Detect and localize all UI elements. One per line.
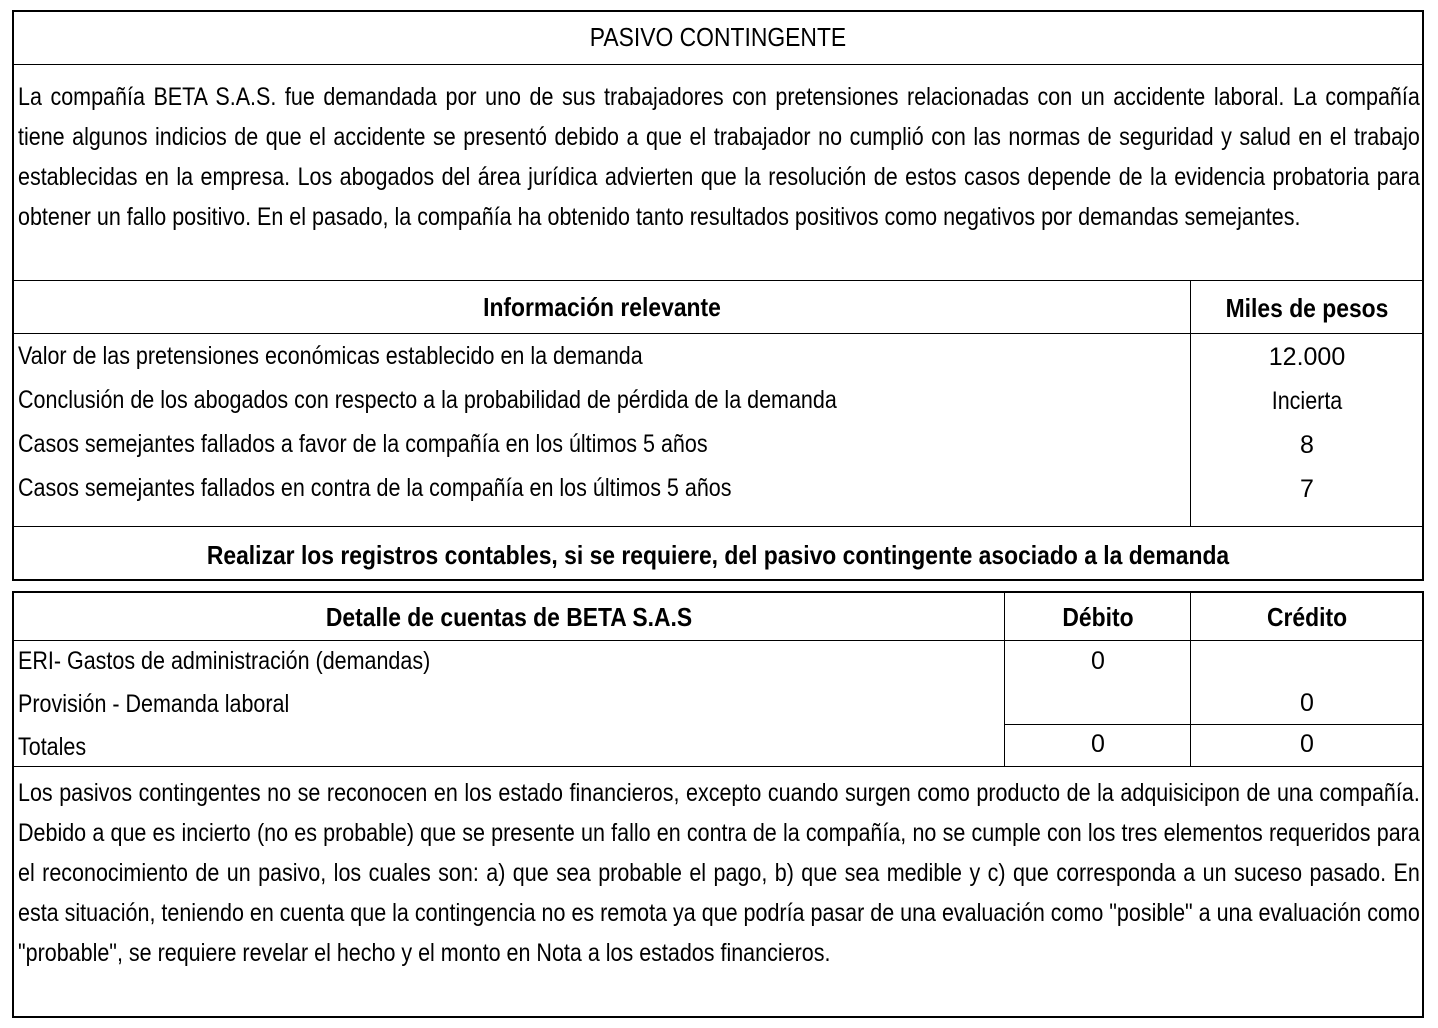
info-header-label: Información relevante bbox=[483, 292, 721, 322]
column-divider bbox=[1190, 592, 1191, 766]
accounts-header-debit: Débito bbox=[1062, 602, 1134, 632]
info-row-label: Conclusión de los abogados con respecto a la probabilidad de pérdida de la demanda bbox=[18, 386, 837, 414]
divider bbox=[12, 640, 1424, 641]
task-instruction: Realizar los registros contables, si se requiere, del pasivo contingente asociado a la demanda bbox=[206, 540, 1230, 570]
account-credit: 0 bbox=[1300, 689, 1314, 717]
divider bbox=[12, 333, 1424, 334]
account-detail: Provisión - Demanda laboral bbox=[18, 690, 290, 718]
account-debit: 0 bbox=[1091, 647, 1105, 675]
info-row-label: Casos semejantes fallados en contra de la compañía en los últimos 5 años bbox=[18, 474, 732, 502]
totals-divider bbox=[1004, 724, 1424, 725]
case-title: PASIVO CONTINGENTE bbox=[589, 22, 847, 52]
info-header-value: Miles de pesos bbox=[1225, 293, 1389, 323]
column-divider bbox=[1190, 281, 1191, 527]
account-debit: 0 bbox=[1091, 730, 1105, 758]
divider bbox=[12, 280, 1424, 281]
info-row-value: 8 bbox=[1300, 431, 1314, 459]
account-detail: ERI- Gastos de administración (demandas) bbox=[18, 647, 431, 675]
info-row-label: Valor de las pretensiones económicas establecido en la demanda bbox=[18, 342, 643, 370]
account-detail: Totales bbox=[18, 733, 87, 761]
case-description: La compañía BETA S.A.S. fue demandada por uno de sus trabajadores con pretensiones relacionadas con un accidente laboral. La compañía tiene algunos indicios de que el accidente se presentó debido a que el trabajador no cumplió con las normas de seguridad y salud en el trabajo establecidas en la empresa. Los abogados del área jurídica advierten que la resolución de estos casos depende de la evidencia probatoria para obtener un fallo positivo. En el pasado, la compañía ha obtenido tanto resultados positivos como negativos por demandas semejantes. bbox=[18, 83, 1420, 231]
divider bbox=[12, 766, 1424, 767]
accounting-note: Los pasivos contingentes no se reconocen en los estado financieros, excepto cuando surgen como producto de la adquisicipon de una compañía. Debido a que es incierto (no es probable) que se presente un fallo en contra de la compañía, no se cumple con los tres elementos requeridos para el reconocimiento de un pasivo, los cuales son: a) que sea probable el pago, b) que sea medible y c) que corresponda a un suceso pasado. En esta situación, teniendo en cuenta que la contingencia no es remota ya que podría pasar de una evaluación como "posible" a una evaluación como "probable", se requiere revelar el hecho y el monto en Nota a los estados financieros. bbox=[18, 779, 1420, 967]
info-row-value: 7 bbox=[1300, 475, 1314, 503]
info-row-label: Casos semejantes fallados a favor de la compañía en los últimos 5 años bbox=[18, 430, 708, 458]
divider bbox=[12, 526, 1424, 527]
accounts-header-detail: Detalle de cuentas de BETA S.A.S bbox=[325, 602, 693, 632]
account-credit: 0 bbox=[1300, 730, 1314, 758]
info-row-value: Incierta bbox=[1271, 387, 1343, 415]
info-row-value: 12.000 bbox=[1268, 343, 1346, 371]
column-divider bbox=[1004, 592, 1005, 766]
accounts-header-credit: Crédito bbox=[1266, 602, 1348, 632]
divider bbox=[12, 64, 1424, 65]
